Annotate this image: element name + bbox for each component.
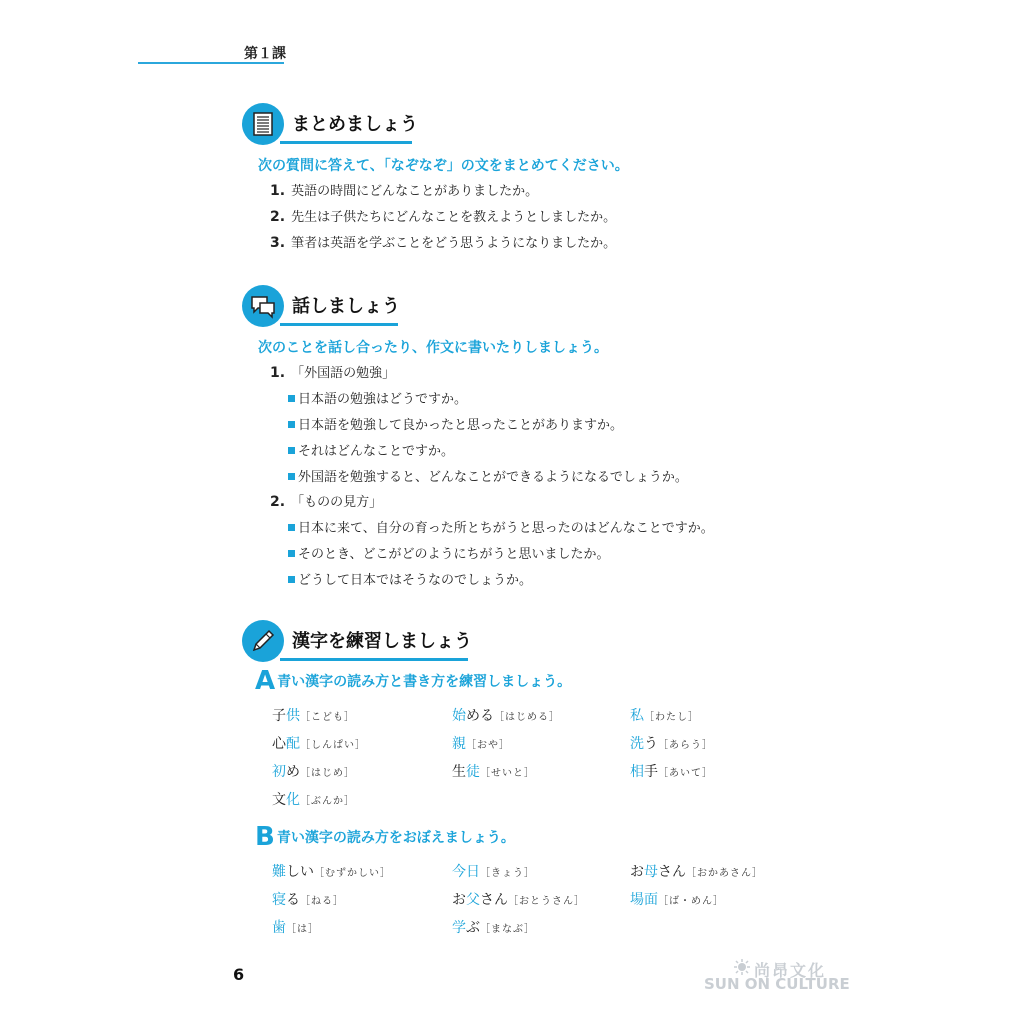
kanji-text: う bbox=[644, 736, 658, 752]
bullet-square-icon bbox=[288, 473, 295, 480]
publisher-logo: 尚昂文化 SUN ON CULTURE bbox=[704, 961, 850, 993]
kanji-text: お bbox=[630, 864, 644, 880]
kanji-reading: ［おや］ bbox=[466, 740, 510, 751]
kanji-text: 生 bbox=[452, 764, 466, 780]
bullet-square-icon bbox=[288, 550, 295, 557]
kanji-text: 心 bbox=[272, 736, 286, 752]
question-item: 3. 筆者は英語を学ぶことをどう思うようになりましたか。 bbox=[270, 235, 617, 251]
list-item: どうして日本ではそうなのでしょうか。 bbox=[288, 569, 532, 588]
kanji-text: 学 bbox=[452, 920, 466, 936]
question-item: 1. 英語の時間にどんなことがありましたか。 bbox=[270, 183, 539, 199]
speech-bubble-icon bbox=[242, 285, 284, 327]
kanji-text: しい bbox=[286, 864, 314, 880]
kanji-reading: ［ぶんか］ bbox=[300, 796, 355, 807]
list-item: 外国語を勉強すると、どんなことができるようになるでしょうか。 bbox=[288, 466, 688, 485]
kanji-word bbox=[630, 861, 763, 881]
list-item: 日本に来て、自分の育った所とちがうと思ったのはどんなことですか。 bbox=[288, 517, 714, 536]
list-item: 日本語を勉強して良かったと思ったことがありますか。 bbox=[288, 414, 623, 433]
kanji-word bbox=[630, 761, 713, 781]
kanji-reading: ［あらう］ bbox=[658, 740, 713, 751]
kanji-text: 母 bbox=[644, 864, 658, 880]
kanji-reading: ［まなぶ］ bbox=[480, 924, 535, 935]
kanji-text: 手 bbox=[644, 764, 658, 780]
kanji-reading: ［おかあさん］ bbox=[686, 868, 763, 879]
header-rule bbox=[138, 62, 284, 64]
kanji-text: る bbox=[286, 892, 300, 908]
kanji-text: 配 bbox=[286, 736, 300, 752]
kanji-word bbox=[272, 705, 355, 725]
kanji-text: 徒 bbox=[466, 764, 480, 780]
kanji-word bbox=[452, 889, 585, 909]
kanji-word bbox=[272, 733, 366, 753]
kanji-text: お bbox=[452, 892, 466, 908]
kanji-reading: ［せいと］ bbox=[480, 768, 535, 779]
kanji-reading: ［きょう］ bbox=[480, 868, 535, 879]
topic-heading: 2. 「ものの見方」 bbox=[270, 494, 383, 510]
kanji-reading: ［こども］ bbox=[300, 712, 355, 723]
kanji-word bbox=[630, 889, 724, 909]
kanji-text: 今日 bbox=[452, 864, 480, 880]
kanji-text: 歯 bbox=[272, 920, 286, 936]
section-title: 漢字を練習しましょう bbox=[292, 631, 472, 652]
kanji-word bbox=[452, 917, 535, 937]
kanji-word bbox=[452, 861, 535, 881]
kanji-text: 始 bbox=[452, 708, 466, 724]
kanji-text: 化 bbox=[286, 792, 300, 808]
kanji-text: 私 bbox=[630, 708, 644, 724]
section-underline bbox=[280, 323, 398, 326]
subsection-b-heading: B青い漢字の読み方をおぼえましょう。 bbox=[255, 822, 515, 852]
bullet-square-icon bbox=[288, 395, 295, 402]
kanji-text: さん bbox=[480, 892, 508, 908]
kanji-reading: ［おとうさん］ bbox=[508, 896, 585, 907]
kanji-word bbox=[272, 761, 355, 781]
kanji-reading: ［むずかしい］ bbox=[314, 868, 391, 879]
topic-heading: 1. 「外国語の勉強」 bbox=[270, 365, 396, 381]
kanji-word bbox=[630, 705, 699, 725]
kanji-reading: ［はじめる］ bbox=[494, 712, 560, 723]
kanji-word bbox=[452, 733, 510, 753]
kanji-text: 洗 bbox=[630, 736, 644, 752]
kanji-reading: ［は］ bbox=[286, 924, 319, 935]
kanji-reading: ［はじめ］ bbox=[300, 768, 355, 779]
notebook-icon bbox=[242, 103, 284, 145]
kanji-word bbox=[452, 705, 560, 725]
page-number: 6 bbox=[233, 965, 245, 984]
kanji-word bbox=[452, 761, 535, 781]
sun-icon bbox=[732, 959, 752, 975]
bullet-square-icon bbox=[288, 576, 295, 583]
kanji-reading: ［ねる］ bbox=[300, 896, 344, 907]
section-title: まとめましょう bbox=[292, 114, 418, 135]
kanji-text: ぶ bbox=[466, 920, 480, 936]
kanji-reading: ［あいて］ bbox=[658, 768, 713, 779]
kanji-word bbox=[272, 789, 355, 809]
kanji-text: さん bbox=[658, 864, 686, 880]
bullet-square-icon bbox=[288, 447, 295, 454]
section-title: 話しましょう bbox=[292, 296, 400, 317]
kanji-text: 相 bbox=[630, 764, 644, 780]
kanji-text: 子 bbox=[272, 708, 286, 724]
kanji-word bbox=[630, 733, 713, 753]
kanji-text: 寝 bbox=[272, 892, 286, 908]
kanji-text: める bbox=[466, 708, 494, 724]
lesson-label: 第１課 bbox=[244, 46, 286, 62]
kanji-text: 供 bbox=[286, 708, 300, 724]
kanji-text: 文 bbox=[272, 792, 286, 808]
list-item: 日本語の勉強はどうですか。 bbox=[288, 388, 467, 407]
kanji-reading: ［しんぱい］ bbox=[300, 740, 366, 751]
hanashi-instruction: 次のことを話し合ったり、作文に書いたりしましょう。 bbox=[258, 340, 608, 356]
pencil-icon bbox=[242, 620, 284, 662]
kanji-reading: ［わたし］ bbox=[644, 712, 699, 723]
kanji-text: め bbox=[286, 764, 300, 780]
kanji-text: 父 bbox=[466, 892, 480, 908]
kanji-text: 親 bbox=[452, 736, 466, 752]
kanji-word bbox=[272, 889, 344, 909]
section-underline bbox=[280, 141, 412, 144]
list-item: それはどんなことですか。 bbox=[288, 440, 454, 459]
kanji-text: 初 bbox=[272, 764, 286, 780]
bullet-square-icon bbox=[288, 421, 295, 428]
subsection-a-heading: A青い漢字の読み方と書き方を練習しましょう。 bbox=[255, 666, 572, 696]
kanji-text: 難 bbox=[272, 864, 286, 880]
kanji-word bbox=[272, 861, 391, 881]
kanji-word bbox=[272, 917, 319, 937]
kanji-text: 場面 bbox=[630, 892, 658, 908]
question-item: 2. 先生は子供たちにどんなことを教えようとしましたか。 bbox=[270, 209, 617, 225]
kanji-reading: ［ば・めん］ bbox=[658, 896, 724, 907]
list-item: そのとき、どこがどのようにちがうと思いましたか。 bbox=[288, 543, 609, 562]
matome-instruction: 次の質問に答えて、「なぞなぞ」の文をまとめてください。 bbox=[258, 158, 629, 174]
bullet-square-icon bbox=[288, 524, 295, 531]
section-underline bbox=[280, 658, 468, 661]
